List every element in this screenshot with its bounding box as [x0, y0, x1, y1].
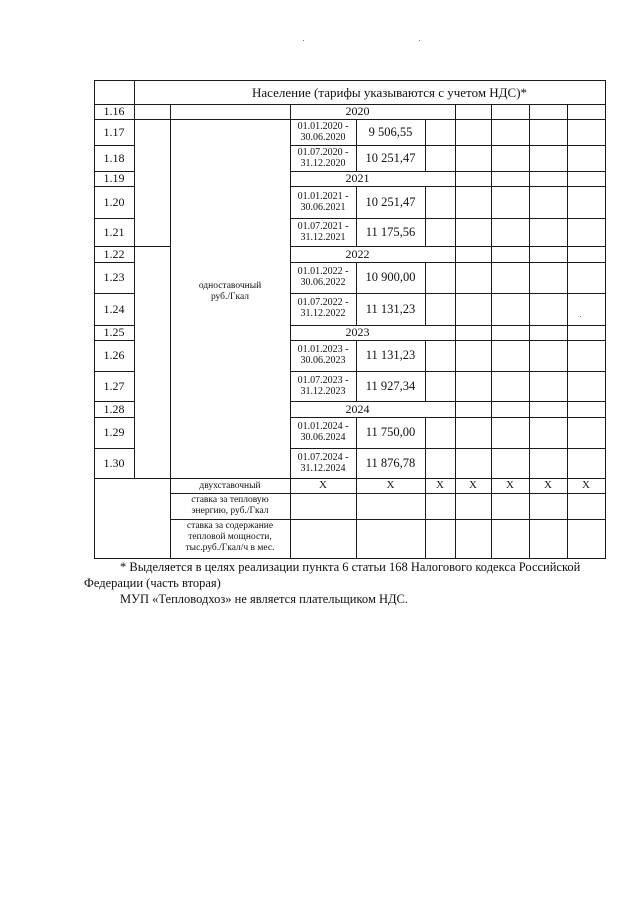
x-mark: X	[319, 479, 327, 491]
table-header: Население (тарифы указываются с учетом НДС)*	[252, 85, 528, 100]
period-cell: 01.01.2024 - 30.06.2024	[297, 421, 349, 443]
table-line	[290, 371, 606, 372]
row-number: 1.26	[103, 348, 125, 362]
tariff-value: 10 900,00	[365, 270, 416, 284]
table-line	[425, 262, 426, 325]
period-cell: 01.01.2023 - 30.06.2023	[297, 344, 349, 366]
tariff-value: 10 251,47	[365, 151, 416, 165]
row-number: 1.22	[103, 247, 125, 261]
energy-rate-label: ставка за тепловую энергию, руб./Гкал	[191, 495, 269, 516]
scan-speck	[303, 40, 304, 41]
table-line	[290, 448, 606, 449]
year-header: 2023	[345, 325, 370, 339]
table-line	[94, 262, 134, 263]
table-line	[290, 417, 606, 418]
scan-speck	[580, 316, 581, 317]
footnote-line: * Выделяется в целях реализации пункта 6 статьи 168 Налогового кодекса Российской	[120, 560, 581, 574]
table-line-top	[94, 80, 606, 81]
period-cell: 01.07.2020 - 31.12.2020	[297, 147, 349, 169]
table-line	[94, 218, 134, 219]
table-line	[290, 340, 606, 341]
row-number: 1.21	[103, 225, 125, 239]
period-cell: 01.01.2020 - 30.06.2020	[297, 121, 349, 143]
x-mark: X	[436, 479, 444, 491]
x-mark: X	[469, 479, 477, 491]
tariff-value: 11 750,00	[365, 425, 416, 439]
one-rate-label: одноставочный руб./Гкал	[198, 281, 262, 302]
table-line	[425, 340, 426, 401]
table-line	[170, 519, 606, 520]
row-number: 1.29	[103, 425, 125, 439]
table-line	[425, 186, 426, 246]
table-line	[94, 293, 134, 294]
row-number: 1.24	[103, 302, 125, 316]
table-line	[94, 417, 134, 418]
row-number: 1.19	[103, 171, 125, 185]
row-number: 1.17	[103, 125, 125, 139]
table-line	[134, 80, 135, 478]
tariff-value: 11 876,78	[365, 456, 416, 470]
year-header: 2022	[345, 247, 370, 261]
tariff-value: 9 506,55	[368, 125, 413, 139]
row-number: 1.25	[103, 325, 125, 339]
year-header: 2024	[345, 402, 370, 416]
table-line	[94, 371, 134, 372]
table-line	[290, 262, 606, 263]
year-header: 2020	[345, 104, 370, 118]
capacity-rate-label: ставка за содержание тепловой мощности, тыс.руб./Гкал/ч в мес.	[185, 521, 275, 553]
period-cell: 01.07.2022 - 31.12.2022	[297, 297, 349, 319]
row-number: 1.27	[103, 379, 125, 393]
tariff-value: 10 251,47	[365, 195, 416, 209]
table-line	[290, 186, 606, 187]
table-line	[290, 401, 606, 402]
x-mark: X	[506, 479, 514, 491]
tariff-value: 11 131,23	[365, 302, 416, 316]
tariff-value: 11 131,23	[365, 348, 416, 362]
tariff-value: 11 175,56	[365, 225, 416, 239]
row-number: 1.23	[103, 270, 125, 284]
table-line	[94, 340, 134, 341]
table-line	[425, 119, 426, 171]
footnote-line: Федерации (часть вторая)	[84, 576, 221, 590]
x-mark: X	[386, 479, 395, 491]
row-number: 1.16	[103, 104, 125, 118]
vat-note: МУП «Тепловодхоз» не является плательщиком НДС.	[120, 592, 408, 606]
two-rate-label: двухставочный	[199, 481, 261, 491]
x-mark: X	[582, 479, 590, 491]
table-line	[94, 145, 134, 146]
table-line	[605, 80, 606, 558]
table-line	[290, 246, 606, 247]
table-line-bottom	[94, 558, 606, 559]
scan-speck	[419, 40, 420, 41]
row-number: 1.28	[103, 402, 125, 416]
tariff-value: 11 927,34	[365, 379, 416, 393]
period-cell: 01.01.2021 - 30.06.2021	[297, 191, 349, 213]
row-number: 1.18	[103, 151, 125, 165]
table-line	[290, 218, 606, 219]
table-line	[170, 493, 606, 494]
period-cell: 01.07.2024 - 31.12.2024	[297, 452, 349, 474]
x-mark: X	[544, 479, 552, 491]
year-header: 2021	[345, 171, 370, 185]
table-line	[290, 293, 606, 294]
period-cell: 01.07.2021 - 31.12.2021	[297, 221, 349, 243]
table-line	[94, 448, 134, 449]
row-number: 1.20	[103, 195, 125, 209]
row-number: 1.30	[103, 456, 125, 470]
table-line	[94, 186, 134, 187]
period-cell: 01.07.2023 - 31.12.2023	[297, 375, 349, 397]
table-line	[290, 145, 606, 146]
period-cell: 01.01.2022 - 30.06.2022	[297, 266, 349, 288]
